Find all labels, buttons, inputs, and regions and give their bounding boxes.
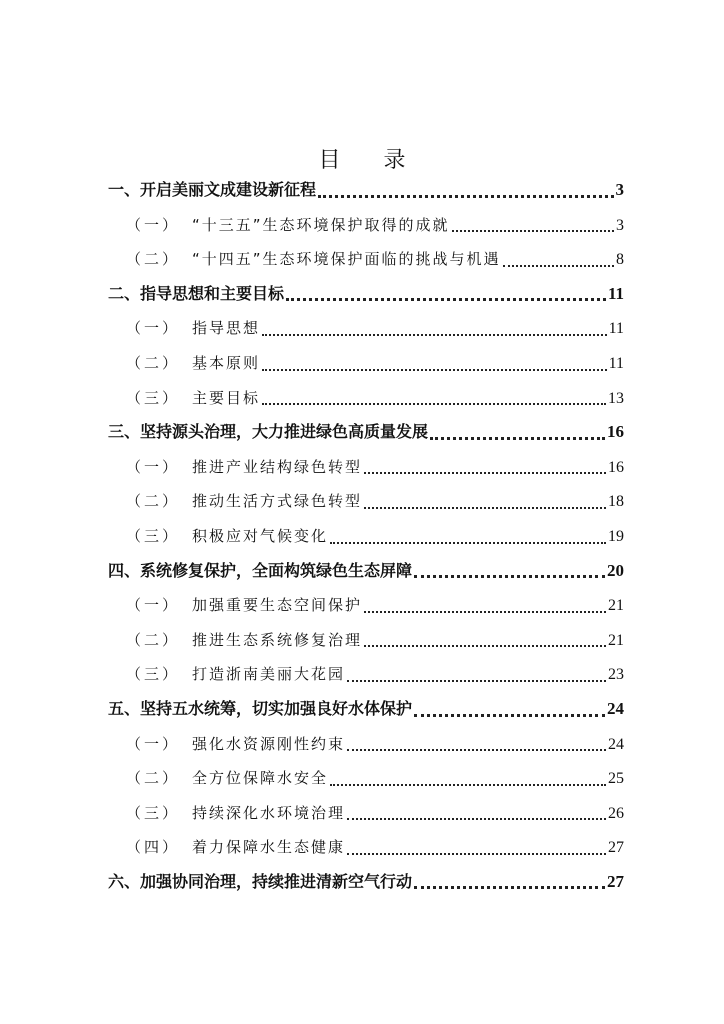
toc-entry-number: 五、 xyxy=(108,698,141,718)
toc-section-entry xyxy=(108,208,624,243)
toc-leader-dots xyxy=(330,784,606,786)
toc-page-number: 24 xyxy=(607,698,624,718)
toc-entry-label: 推动生活方式绿色转型 xyxy=(192,492,363,511)
toc-entry-label: 推进产业结构绿色转型 xyxy=(192,457,363,476)
toc-entry-label: 持续深化水环境治理 xyxy=(192,803,346,822)
toc-entry-number: （二） xyxy=(126,492,181,511)
toc-entry-number: （一） xyxy=(126,734,181,753)
toc-leader-dots xyxy=(347,818,606,820)
toc-chapter-entry xyxy=(108,865,624,900)
toc-page-number: 27 xyxy=(608,839,624,857)
toc-leader-dots xyxy=(364,472,606,474)
toc-leader-dots xyxy=(262,334,607,336)
toc-entry-number: （一） xyxy=(126,215,181,234)
toc-entry-label: 开启美丽文成建设新征程 xyxy=(140,180,317,199)
toc-entry-number: 三、 xyxy=(108,422,141,442)
toc-entry-number: （三） xyxy=(126,388,181,407)
toc-entry-label: 积极应对气候变化 xyxy=(192,526,329,545)
toc-entry-label: 系统修复保护，全面构筑绿色生态屏障 xyxy=(140,560,413,580)
toc-section-entry xyxy=(108,727,624,762)
toc-entry-number: （一） xyxy=(126,596,181,615)
toc-section-entry xyxy=(108,796,624,831)
toc-leader-dots xyxy=(318,195,613,198)
toc-page-number: 18 xyxy=(608,493,624,511)
toc-leader-dots xyxy=(347,853,606,855)
toc-page-number: 16 xyxy=(608,458,624,476)
toc-leader-dots xyxy=(262,369,607,371)
toc-leader-dots xyxy=(364,645,606,647)
toc-entry-label: 指导思想和主要目标 xyxy=(140,283,285,303)
toc-page-number: 25 xyxy=(608,770,624,788)
toc-entry-number: （二） xyxy=(126,769,181,788)
toc-leader-dots xyxy=(414,886,605,889)
toc-leader-dots xyxy=(414,714,605,717)
toc-entry-label: 加强重要生态空间保护 xyxy=(192,596,363,615)
toc-page-number: 20 xyxy=(607,560,624,580)
toc-entry-number: （二） xyxy=(126,250,181,269)
toc-section-entry xyxy=(108,761,624,796)
toc-page-number: 11 xyxy=(607,283,624,303)
toc-chapter-entry xyxy=(108,692,624,727)
toc-entry-number: （四） xyxy=(126,838,181,857)
toc-page-number: 27 xyxy=(607,871,624,891)
toc-section-entry xyxy=(108,657,624,692)
toc-leader-dots xyxy=(430,437,605,440)
toc-entry-number: （三） xyxy=(126,526,181,545)
toc-entry-number: 四、 xyxy=(108,560,141,580)
toc-entry-label: 加强协同治理，持续推进清新空气行动 xyxy=(140,871,413,891)
toc-entry-number: （三） xyxy=(126,665,181,684)
toc-section-entry xyxy=(108,519,624,554)
toc-page-number: 8 xyxy=(616,251,624,269)
toc-leader-dots xyxy=(414,575,605,578)
toc-chapter-entry xyxy=(108,554,624,589)
toc-leader-dots xyxy=(452,230,614,232)
toc-section-entry xyxy=(108,242,624,277)
toc-entry-label: 推进生态系统修复治理 xyxy=(192,630,363,649)
toc-leader-dots xyxy=(286,298,606,301)
toc-leader-dots xyxy=(347,749,606,751)
toc-page-number: 11 xyxy=(608,320,624,338)
toc-entry-number: 二、 xyxy=(108,283,141,303)
toc-leader-dots xyxy=(364,507,606,509)
toc-entry-label: 着力保障水生态健康 xyxy=(192,838,346,857)
toc-section-entry xyxy=(108,484,624,519)
toc-entry-number: （三） xyxy=(126,803,181,822)
toc-entry-label: 全方位保障水安全 xyxy=(192,769,329,788)
toc-entry-label: 指导思想 xyxy=(192,319,261,338)
toc-entry-label: 打造浙南美丽大花园 xyxy=(192,665,346,684)
toc-chapter-entry xyxy=(108,415,624,450)
toc-page-number: 16 xyxy=(607,422,624,442)
toc-leader-dots xyxy=(347,680,606,682)
toc-section-entry xyxy=(108,311,624,346)
toc-page-number: 26 xyxy=(608,804,624,822)
toc-page-number: 24 xyxy=(608,735,624,753)
toc-entry-number: （二） xyxy=(126,630,181,649)
toc-page-number: 11 xyxy=(608,354,624,372)
toc-entry-label: 坚持源头治理，大力推进绿色高质量发展 xyxy=(140,422,429,442)
table-of-contents xyxy=(108,173,624,899)
toc-entry-label: 主要目标 xyxy=(192,388,261,407)
toc-entry-label: “十四五”生态环境保护面临的挑战与机遇 xyxy=(192,250,501,269)
toc-section-entry xyxy=(108,346,624,381)
toc-entry-number: 六、 xyxy=(108,871,141,891)
toc-entry-number: （一） xyxy=(126,457,181,476)
toc-section-entry xyxy=(108,830,624,865)
toc-entry-label: 基本原则 xyxy=(192,353,261,372)
toc-page-number: 21 xyxy=(608,631,624,649)
toc-leader-dots xyxy=(364,611,606,613)
toc-section-entry xyxy=(108,588,624,623)
toc-chapter-entry xyxy=(108,277,624,312)
toc-leader-dots xyxy=(503,265,614,267)
toc-section-entry xyxy=(108,623,624,658)
toc-entry-label: 坚持五水统筹，切实加强良好水体保护 xyxy=(140,698,413,718)
toc-entry-number: （一） xyxy=(126,319,181,338)
toc-page-number: 13 xyxy=(608,389,624,407)
toc-entry-label: 强化水资源刚性约束 xyxy=(192,734,346,753)
toc-section-entry xyxy=(108,450,624,485)
toc-page-number: 23 xyxy=(608,666,624,684)
toc-chapter-entry xyxy=(108,173,624,208)
toc-page-number: 21 xyxy=(608,597,624,615)
toc-leader-dots xyxy=(262,403,606,405)
toc-section-entry xyxy=(108,381,624,416)
toc-entry-label: “十三五”生态环境保护取得的成就 xyxy=(192,215,450,234)
toc-page-number: 3 xyxy=(615,180,624,199)
toc-entry-number: 一、 xyxy=(108,180,141,199)
toc-entry-number: （二） xyxy=(126,353,181,372)
toc-leader-dots xyxy=(330,542,606,544)
page-title: 目 录 xyxy=(318,148,424,173)
toc-page-number: 3 xyxy=(616,216,624,234)
toc-page-number: 19 xyxy=(608,527,624,545)
